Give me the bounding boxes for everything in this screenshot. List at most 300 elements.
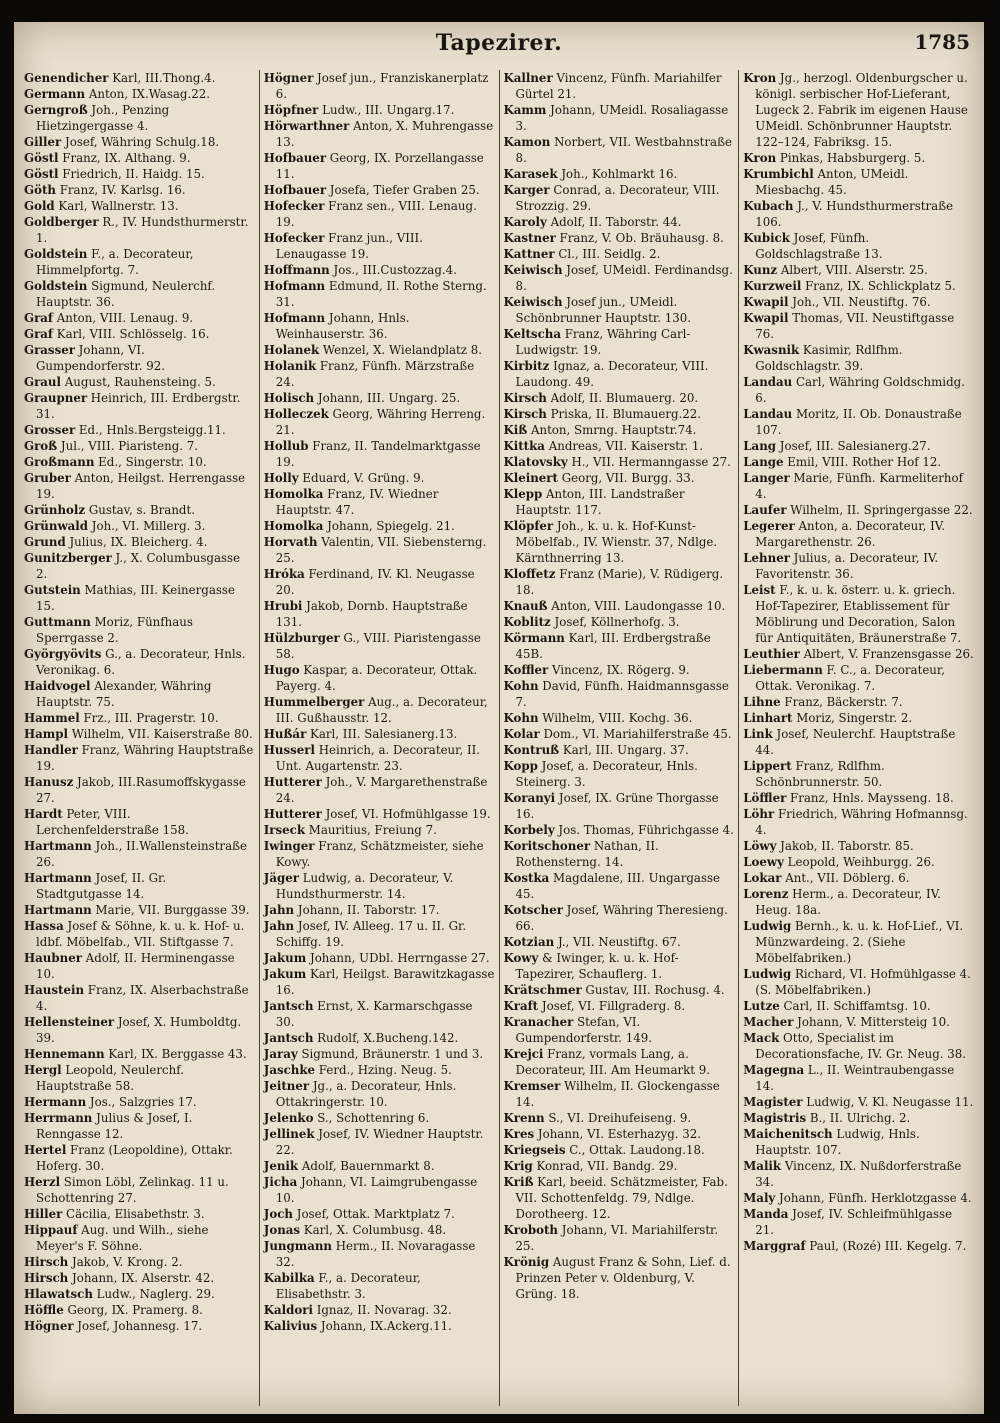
entry-name: Genendicher [24,71,109,85]
entry-name: Germann [24,87,86,101]
entry-name: Kamm [503,103,547,117]
directory-entry [264,470,495,486]
entry-name: Kirsch [503,391,547,405]
directory-entry [743,470,974,502]
entry-details: Frz., III. Pragerstr. 10. [79,711,219,725]
entry-name: Homolka [263,487,324,501]
directory-entry [743,710,974,726]
directory-entry [743,454,974,470]
directory-entry [264,1110,495,1126]
entry-name: Gunitzberger [24,551,112,565]
directory-entry [504,1254,735,1302]
entry-name: Löffler [743,791,787,805]
entry-details: Ed., Singerstr. 10. [94,455,207,469]
entry-name: Kloffetz [503,567,556,581]
directory-entry [24,134,255,150]
entry-name: Györgyövits [24,647,102,661]
entry-details: Josef, Fünfh. Goldschlagstraße 13. [755,231,883,261]
entry-details: L., II. Weintraubengasse 14. [755,1063,955,1093]
directory-entry [264,102,495,118]
entry-name: Kubick [743,231,790,245]
directory-entry [264,1318,495,1334]
entry-name: Linhart [743,711,793,725]
directory-entry [743,806,974,838]
entry-details: F., a. Decorateur, Elisabethstr. 3. [275,1271,421,1301]
directory-entry [24,614,255,646]
directory-entry [264,1078,495,1110]
directory-entry [743,1094,974,1110]
directory-entry [504,934,735,950]
entry-details: Karl, Wallnerstr. 13. [54,199,179,213]
directory-entry [264,774,495,806]
entry-name: Karger [503,183,550,197]
entry-name: Herrmann [24,1111,93,1125]
directory-entry [24,1286,255,1302]
entry-name: Graupner [24,391,88,405]
directory-entry [24,1014,255,1046]
directory-entry [743,310,974,342]
directory-entry [743,870,974,886]
directory-entry [24,86,255,102]
entry-name: Holanik [263,359,317,373]
entry-name: Koritschoner [503,839,591,853]
entry-details: Dom., VI. Mariahilferstraße 45. [539,727,732,741]
entry-details: & Iwinger, k. u. k. Hof-Tapezirer, Schauflerg. 1. [515,951,679,981]
entry-name: Kirsch [503,407,547,421]
directory-entry [24,454,255,470]
entry-details: Julius & Josef, I. Renngasse 12. [36,1111,193,1141]
entry-details: G., VIII. Piaristengasse 58. [275,631,481,661]
entry-name: Kirbitz [503,359,550,373]
entry-details: Karl, IX. Berggasse 43. [104,1047,247,1061]
entry-details: Josef, VI. Fillgraderg. 8. [538,999,686,1013]
directory-entry [24,1270,255,1286]
entry-details: Joh., VII. Neustiftg. 76. [788,295,931,309]
directory-entry [504,294,735,326]
directory-entry [24,246,255,278]
entry-name: Kwapil [743,311,789,325]
entry-details: Franz (Leopoldine), Ottakr. Hoferg. 30. [36,1143,233,1173]
directory-entry [504,326,735,358]
entry-details: Adolf, II. Blumauerg. 20. [546,391,699,405]
entry-name: Landau [743,407,793,421]
directory-entry [264,1302,495,1318]
entry-details: Rudolf, X.Bucheng.142. [313,1031,459,1045]
directory-entry [24,198,255,214]
directory-entry [24,534,255,550]
directory-entry [264,486,495,518]
directory-entry [24,582,255,614]
entry-details: Kaspar, a. Decorateur, Ottak. Payerg. 4. [275,663,478,693]
directory-entry [743,886,974,918]
directory-entry [264,1046,495,1062]
entry-details: F., k. u. k. österr. u. k. griech. Hof-Tapezirer, Etablissement für Möblirung und Decoration, Salon für Antiquitäten, Bräunerstraße 7. [755,583,962,645]
entry-name: Hofecker [263,199,325,213]
entry-details: Wenzel, X. Wielandplatz 8. [319,343,482,357]
directory-entry [504,662,735,678]
directory-entry [24,70,255,86]
entry-name: Kwapil [743,295,789,309]
entry-details: Otto, Specialist im Decorationsfache, IV. Gr. Neug. 38. [755,1031,967,1061]
entry-name: Leist [743,583,776,597]
entry-details: Josef, IV. Wiedner Hauptstr. 22. [275,1127,484,1157]
directory-entry [743,790,974,806]
entry-name: Kaldori [263,1303,313,1317]
entry-name: Jaschke [263,1063,316,1077]
entry-details: Joh., k. u. k. Hof-Kunst-Möbelfab., IV. Wienstr. 37, Ndlge. Kärnthnerring 13. [515,519,718,565]
entry-name: Holly [263,471,299,485]
entry-name: Link [743,727,773,741]
directory-entry [24,838,255,870]
directory-entry [743,966,974,998]
entry-details: Anton, VIII. Laudongasse 10. [547,599,726,613]
entry-details: Anton, Heilgst. Herrengasse 19. [36,471,246,501]
entry-details: J., VII. Neustiftg. 67. [554,935,681,949]
entry-details: Moriz, Singerstr. 2. [792,711,913,725]
entry-details: Wilhelm, II. Glockengasse 14. [515,1079,720,1109]
entry-details: Adolf, II. Herminengasse 10. [36,951,235,981]
entry-name: Löwy [743,839,777,853]
entry-details: Adolf, Bauernmarkt 8. [298,1159,435,1173]
entry-name: Loewy [743,855,784,869]
entry-name: Irseck [263,823,305,837]
directory-entry [504,230,735,246]
entry-name: Hertel [24,1143,67,1157]
directory-entry [504,630,735,662]
entry-details: Karl, III. Ungarg. 37. [559,743,689,757]
directory-entry [743,662,974,694]
directory-entry [264,518,495,534]
entry-name: Hofmann [263,311,326,325]
directory-entry [264,742,495,774]
directory-entry [24,374,255,390]
entry-details: Joh., Penzing Hietzingergasse 4. [36,103,170,133]
entry-name: Liebermann [743,663,823,677]
entry-name: Hoffmann [263,263,330,277]
entry-details: Eduard, V. Grüng. 9. [298,471,425,485]
entry-details: Karl, III. Salesianerg.13. [306,727,458,741]
entry-name: Hardt [24,807,63,821]
entry-details: Franz, IV. Wiedner Hauptstr. 47. [275,487,439,517]
entry-name: Horvath [263,535,318,549]
entry-name: Jakum [263,951,307,965]
entry-name: Kron [743,151,777,165]
directory-entry [24,422,255,438]
directory-entry [743,854,974,870]
entry-name: Körmann [503,631,565,645]
entry-details: Franz, IV. Karlsg. 16. [55,183,186,197]
entry-name: Hartmann [24,871,92,885]
entry-name: Keltscha [503,327,561,341]
directory-entry [24,278,255,310]
entry-details: Nathan, II. Rothensterng. 14. [515,839,659,869]
directory-entry [743,550,974,582]
entry-name: Hartmann [24,903,92,917]
directory-entry [24,550,255,582]
directory-entry [24,214,255,246]
entry-details: Gustav, III. Rochusg. 4. [581,983,725,997]
directory-entry [504,470,735,486]
entry-name: Keiwisch [503,295,563,309]
entry-details: B., II. Ulrichg. 2. [806,1111,911,1125]
entry-name: Legerer [743,519,795,533]
entry-details: Anton, X. Muhrengasse 13. [275,119,494,149]
directory-entry [264,262,495,278]
entry-details: C., Ottak. Laudong.18. [565,1143,705,1157]
entry-name: Göstl [24,151,59,165]
entry-details: Franz, IX. Schlickplatz 5. [801,279,956,293]
entry-name: Koblitz [503,615,551,629]
entry-details: Josef, a. Decorateur, Hnls. Steinerg. 3. [515,759,698,789]
directory-entry [264,534,495,566]
entry-name: Klöpfer [503,519,554,533]
entry-name: Holanek [263,343,320,357]
directory-entry [743,838,974,854]
entry-name: Macher [743,1015,794,1029]
entry-name: Ludwig [743,919,792,933]
directory-entry [743,1238,974,1254]
directory-entry [24,502,255,518]
entry-details: Mauritius, Freiung 7. [305,823,437,837]
directory-entry [504,838,735,870]
directory-entry [743,150,974,166]
entry-name: Jeitner [263,1079,310,1093]
directory-page [14,22,984,1414]
entry-name: Hirsch [24,1271,69,1285]
entry-details: Edmund, II. Rothe Sterng. 31. [275,279,487,309]
entry-details: Gustav, s. Brandt. [85,503,195,517]
entry-details: Franz jun., VIII. Lenaugasse 19. [275,231,423,261]
entry-details: Jos., III.Custozzag.4. [329,263,457,277]
directory-entry [264,902,495,918]
entry-details: Anton, Smrng. Hauptstr.74. [527,423,697,437]
directory-entry [743,1062,974,1094]
entry-name: Graul [24,375,61,389]
entry-details: Georg, Währing Herreng. 21. [275,407,486,437]
entry-details: Georg, VII. Burgg. 33. [557,471,695,485]
entry-name: Kalivius [263,1319,318,1333]
entry-details: Moritz, II. Ob. Donaustraße 107. [755,407,962,437]
entry-details: Thomas, VII. Neustiftgasse 76. [755,311,955,341]
entry-details: Ludw., Naglerg. 29. [92,1287,215,1301]
entry-name: Grosser [24,423,76,437]
entry-name: Korbely [503,823,555,837]
entry-details: Ignaz, a. Decorateur, VIII. Laudong. 49. [515,359,709,389]
entry-details: Konrad, VII. Bandg. 29. [532,1159,678,1173]
directory-entry [504,1174,735,1222]
directory-entry [743,726,974,758]
entry-details: Anton, III. Landstraßer Hauptstr. 117. [515,487,685,517]
entry-name: Lehner [743,551,790,565]
entry-details: Stefan, VI. Gumpendorferstr. 149. [515,1015,653,1045]
entry-name: Hermann [24,1095,87,1109]
directory-entry [504,1078,735,1110]
directory-entry [504,902,735,934]
entry-details: Johann, Hnls. Weinhauserstr. 36. [275,311,410,341]
entry-details: Johann, UMeidl. Rosaliagasse 3. [515,103,729,133]
entry-details: Johann, V. Mittersteig 10. [793,1015,950,1029]
entry-details: Josef, III. Salesianerg.27. [776,439,931,453]
directory-entry [504,454,735,470]
entry-details: Leopold, Weihburgg. 26. [783,855,935,869]
entry-details: Johann, IX.Ackerg.11. [317,1319,452,1333]
directory-entry [264,1270,495,1302]
entry-details: Joh., II.Wallensteinstraße 26. [36,839,247,869]
entry-name: Jantsch [263,999,314,1013]
entry-name: Hartmann [24,839,92,853]
entry-details: Heinrich, III. Erdbergstr. 31. [36,391,241,421]
directory-entry [264,998,495,1030]
entry-name: Lihne [743,695,781,709]
entry-details: Paul, (Rozé) III. Kegelg. 7. [805,1239,967,1253]
entry-details: Josef, Währing Schulg.18. [61,135,220,149]
entry-name: Jonas [263,1223,301,1237]
directory-entry [24,806,255,838]
entry-name: Kohn [503,711,539,725]
directory-entry [504,102,735,134]
directory-entry [264,1158,495,1174]
entry-name: Hofecker [263,231,325,245]
directory-entry [504,1046,735,1078]
directory-entry [264,390,495,406]
entry-details: Sigmund, Bräunerstr. 1 und 3. [297,1047,484,1061]
directory-entry [264,310,495,342]
entry-name: Jenik [263,1159,299,1173]
entry-name: Kowy [503,951,539,965]
entry-details: Heinrich, a. Decorateur, II. Unt. Augartenstr. 23. [275,743,481,773]
directory-entry [743,294,974,310]
entry-details: Joh., VI. Millerg. 3. [87,519,206,533]
entry-name: Kattner [503,247,555,261]
entry-name: Kostka [503,871,550,885]
entry-name: Kurzweil [743,279,802,293]
entry-details: F. C., a. Decorateur, Ottak. Veronikag. 7. [755,663,946,693]
entry-details: Julius, IX. Bleicherg. 4. [65,535,208,549]
directory-entry [743,582,974,646]
entry-name: Magister [743,1095,803,1109]
entry-name: Klatovsky [503,455,568,469]
entry-details: Ludw., III. Ungarg.17. [318,103,455,117]
entry-name: Hrubi [263,599,303,613]
directory-entry [24,1206,255,1222]
entry-name: Maichenitsch [743,1127,833,1141]
entry-name: Kiß [503,423,528,437]
directory-entry [24,102,255,134]
entry-details: Jakob, III.Rasumoffskygasse 27. [36,775,246,805]
entry-details: Ignaz, II. Novarag. 32. [312,1303,452,1317]
directory-entry [24,678,255,710]
entry-details: Josef, UMeidl. Ferdinandsg. 8. [515,263,733,293]
directory-column [499,70,739,1406]
entry-details: Josef jun., UMeidl. Schönbrunner Hauptstr. 130. [515,295,691,325]
directory-entry [504,758,735,790]
entry-details: Josef, IV. Schleifmühlgasse 21. [755,1207,953,1237]
entry-name: Karasek [503,167,558,181]
directory-entry [743,646,974,662]
entry-details: Herm., II. Novaragasse 32. [275,1239,476,1269]
entry-details: Karl, III.Thong.4. [108,71,216,85]
entry-name: Jicha [263,1175,298,1189]
entry-details: Peter, VIII. Lerchenfelderstraße 158. [36,807,189,837]
entry-name: Haustein [24,983,85,997]
entry-details: Wilhelm, II. Springergasse 22. [786,503,973,517]
directory-entry [264,662,495,694]
directory-entry [24,1142,255,1174]
directory-entry [743,374,974,406]
entry-details: Magdalene, III. Ungargasse 45. [515,871,721,901]
directory-entry [24,518,255,534]
entry-name: Jakum [263,967,307,981]
entry-details: Ferdinand, IV. Kl. Neugasse 20. [275,567,475,597]
entry-details: August Franz & Sohn, Lief. d. Prinzen Peter v. Oldenburg, V. Grüng. 18. [515,1255,731,1301]
directory-entry [264,198,495,230]
entry-name: Lang [743,439,777,453]
entry-name: Kallner [503,71,553,85]
entry-details: R., IV. Hundsthurmerstr. 1. [36,215,249,245]
entry-details: Mathias, III. Keinergasse 15. [36,583,235,613]
directory-entry [743,502,974,518]
entry-name: Goldstein [24,247,88,261]
entry-details: Marie, VII. Burggasse 39. [91,903,250,917]
entry-details: Albert, VIII. Alserstr. 25. [777,263,928,277]
directory-entry [504,134,735,166]
entry-details: Karl, Heilgst. Barawitzkagasse 16. [275,967,495,997]
directory-entry [264,822,495,838]
directory-entry [504,598,735,614]
entry-details: Johann, VI. Esterhazyg. 32. [534,1127,702,1141]
directory-entry [504,742,735,758]
entry-name: Lippert [743,759,792,773]
entry-details: Bernh., k. u. k. Hof-Lief., VI. Münzwardeing. 2. (Siehe Möbelfabriken.) [755,919,964,965]
entry-name: Kroboth [503,1223,558,1237]
entry-details: S., VI. Dreihufeiseng. 9. [544,1111,692,1125]
directory-entry [264,726,495,742]
directory-entry [24,470,255,502]
entry-details: Aug. und Wilh., siehe Meyer's F. Söhne. [36,1223,209,1253]
entry-name: Handler [24,743,78,757]
entry-details: J., V. Hundsthurmerstraße 106. [755,199,954,229]
directory-entry [743,1014,974,1030]
entry-details: Johann, Spiegelg. 21. [323,519,455,533]
directory-entry [24,774,255,806]
entry-name: Herzl [24,1175,61,1189]
entry-details: Josef, IV. Alleeg. 17 u. II. Gr. Schiffg. 19. [275,919,467,949]
entry-name: Jaray [263,1047,298,1061]
entry-details: Conrad, a. Decorateur, VIII. Strozzig. 29. [515,183,720,213]
entry-name: Krönig [503,1255,550,1269]
directory-entry [504,678,735,710]
directory-entry [504,406,735,422]
entry-name: Giller [24,135,62,149]
entry-name: Hellensteiner [24,1015,115,1029]
entry-details: Carl, Währing Goldschmidg. 6. [755,375,965,405]
entry-details: Friedrich, Währing Hofmannsg. 4. [755,807,968,837]
entry-name: Kamon [503,135,551,149]
directory-entry [743,70,974,150]
entry-details: Johann, Fünfh. Herklotzgasse 4. [775,1191,972,1205]
entry-details: David, Fünfh. Haidmannsgasse 7. [515,679,729,709]
directory-entry [24,1222,255,1254]
directory-entry [24,870,255,902]
entry-details: Josef, Währing Theresieng. 66. [515,903,728,933]
entry-name: Kraft [503,999,539,1013]
entry-name: Leuthier [743,647,800,661]
entry-details: G., a. Decorateur, Hnls. Veronikag. 6. [36,647,246,677]
entry-details: Aug., a. Decorateur, III. Gußhausstr. 12. [275,695,488,725]
entry-details: Alexander, Währing Hauptstr. 75. [36,679,212,709]
entry-name: Magistris [743,1111,807,1125]
entry-details: Franz, II. Tandelmarktgasse 19. [275,439,481,469]
